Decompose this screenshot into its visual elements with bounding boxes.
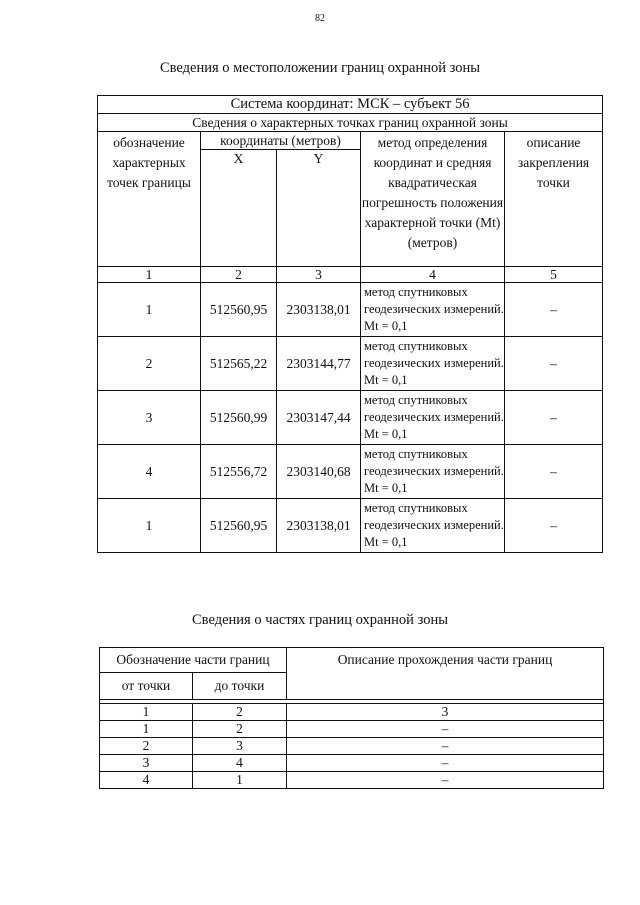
points-subtitle-header: Сведения о характерных точках границ охранной зоны [98,114,603,132]
table-row [98,445,603,499]
col-header-desc: описание закрепления точки [505,132,603,267]
table-row [100,772,604,789]
col-header-part: Обозначение части границ [100,648,287,673]
to-point: 4 [193,755,287,772]
method-text: метод спутниковых геодезических измерений. Mt = 0,1 [361,445,505,499]
col-number: 2 [193,704,287,721]
method-text: метод спутниковых геодезических измерений. Mt = 0,1 [361,391,505,445]
col-number: 2 [201,267,277,283]
table-row [100,738,604,755]
part-description: – [287,721,604,738]
from-point: 4 [100,772,193,789]
boundary-parts-table [99,647,604,789]
point-description: – [505,337,603,391]
point-id: 4 [98,445,201,499]
coord-y: 2303140,68 [277,445,361,499]
col-number: 5 [505,267,603,283]
to-point: 2 [193,721,287,738]
from-point: 1 [100,721,193,738]
coord-x: 512560,95 [201,283,277,337]
method-text: метод спутниковых геодезических измерений. Mt = 0,1 [361,499,505,553]
table-row [98,499,603,553]
col-header-method: метод определения координат и средняя квадратическая погрешность положения характерной точки (Mt) (метров) [361,132,505,267]
page-number: 82 [315,13,325,24]
coord-y: 2303147,44 [277,391,361,445]
table-row [100,721,604,738]
col-number: 3 [287,704,604,721]
to-point: 3 [193,738,287,755]
col-header-to: до точки [193,673,287,700]
coord-system-header: Система координат: МСК – субъект 56 [98,96,603,114]
col-header-point: обозначение характерных точек границы [98,132,201,267]
section-title-parts: Сведения о частях границ охранной зоны [192,612,448,628]
part-description: – [287,772,604,789]
section-title-boundaries: Сведения о местоположении границ охранной зоны [159,60,480,76]
boundary-points-table [97,95,603,553]
col-number: 4 [361,267,505,283]
point-id: 2 [98,337,201,391]
point-id: 1 [98,283,201,337]
col-header-y: Y [277,150,361,267]
col-header-from: от точки [100,673,193,700]
col-number: 1 [100,704,193,721]
coord-y: 2303138,01 [277,499,361,553]
part-description: – [287,738,604,755]
point-description: – [505,445,603,499]
from-point: 2 [100,738,193,755]
to-point: 1 [193,772,287,789]
col-header-x: X [201,150,277,267]
col-number: 3 [277,267,361,283]
coord-y: 2303138,01 [277,283,361,337]
point-description: – [505,391,603,445]
point-description: – [505,283,603,337]
coord-x: 512560,95 [201,499,277,553]
table-row [98,283,603,337]
col-header-coords: координаты (метров) [201,132,361,150]
point-description: – [505,499,603,553]
coord-y: 2303144,77 [277,337,361,391]
table-row [98,337,603,391]
part-description: – [287,755,604,772]
point-id: 1 [98,499,201,553]
table-row [100,755,604,772]
method-text: метод спутниковых геодезических измерений. Mt = 0,1 [361,337,505,391]
coord-x: 512560,99 [201,391,277,445]
coord-x: 512556,72 [201,445,277,499]
col-header-part-desc: Описание прохождения части границ [287,648,604,700]
col-number: 1 [98,267,201,283]
point-id: 3 [98,391,201,445]
coord-x: 512565,22 [201,337,277,391]
method-text: метод спутниковых геодезических измерений. Mt = 0,1 [361,283,505,337]
table-row [98,391,603,445]
from-point: 3 [100,755,193,772]
